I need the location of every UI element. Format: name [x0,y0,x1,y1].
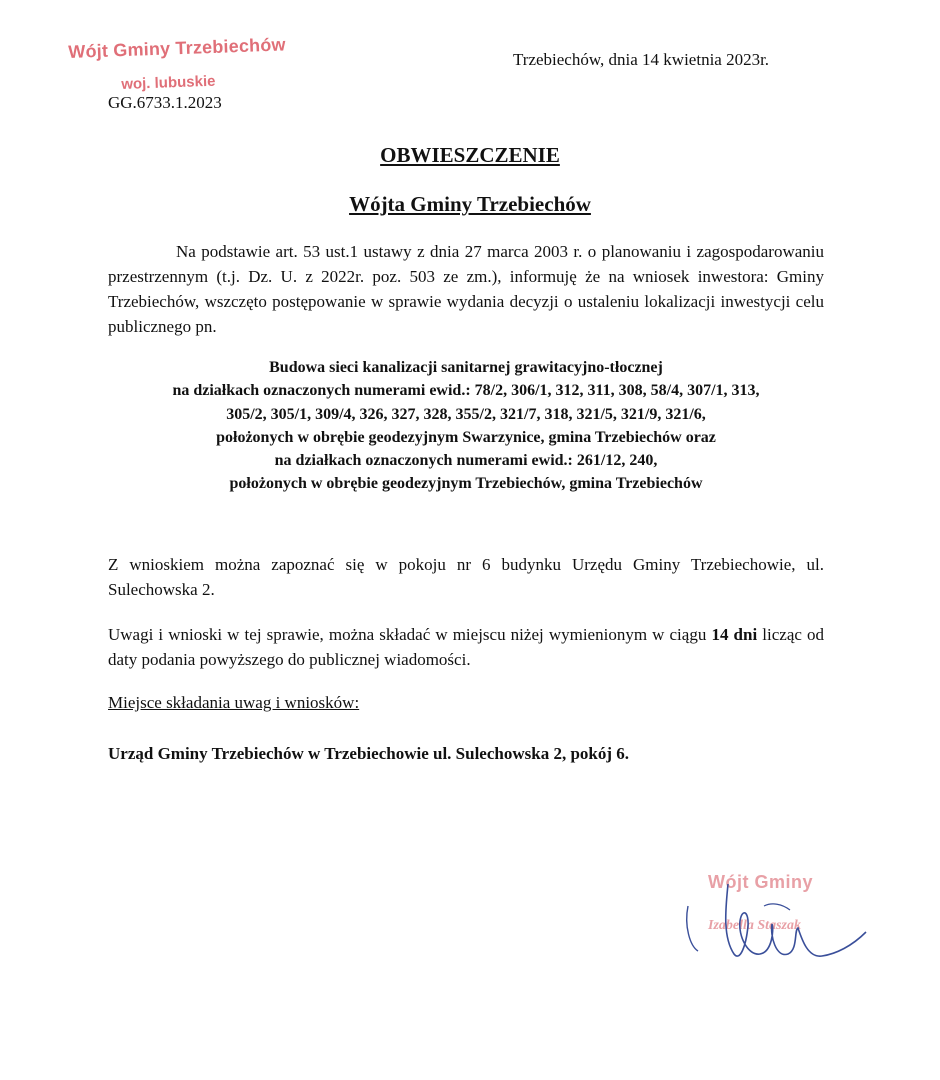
remarks-deadline: 14 dni [711,625,758,644]
remarks-text-part1: Uwagi i wnioski w tej sprawie, można składać w miejscu niżej wymienionym w ciągu [108,625,707,644]
investment-line: 305/2, 305/1, 309/4, 326, 327, 328, 355/2, 321/7, 318, 321/5, 321/9, 321/6, [226,405,706,423]
reference-number: GG.6733.1.2023 [108,93,222,112]
investment-line: na działkach oznaczonych numerami ewid.: 78/2, 306/1, 312, 311, 308, 58/4, 307/1, 313, [172,382,760,400]
intro-paragraph: Na podstawie art. 53 ust.1 ustawy z dnia 27 marca 2003 r. o planowaniu i zagospodarowaniu przestrzennym (t.j. Dz. U. z 2022r. poz. 503 ze zm.), informuję że na wniosek inwestora: Gminy Trzebiechów, wszczęto postępowanie w sprawie wydania decyzji o ustaleniu lokalizacji inwestycji celu publicznego pn. [108,242,824,336]
handwritten-signature [676,866,876,976]
investment-line: położonych w obrębie geodezyjnym Trzebiechów, gmina Trzebiechów [229,475,703,493]
office-stamp-line1: Wójt Gminy Trzebiechów [68,34,286,62]
office-stamp-line2: woj. lubuskie [121,72,216,93]
remarks-paragraph [108,622,824,672]
document-subtitle: Wójta Gminy Trzebiechów [349,192,591,216]
document-title: OBWIESZCZENIE [380,143,560,167]
submission-place-value: Urząd Gminy Trzebiechów w Trzebiechowie ul. Sulechowska 2, pokój 6. [108,744,630,763]
submission-place-label: Miejsce składania uwag i wniosków: [108,693,360,712]
investment-line: na działkach oznaczonych numerami ewid.: 261/12, 240, [274,452,658,470]
investment-description [108,356,824,496]
remarks-text-part2: licząc od daty podania powyższego do publicznej wiadomości. [108,625,825,669]
investment-line: Budowa sieci kanalizacji sanitarnej grawitacyjno-tłocznej [269,359,663,376]
place-and-date: Trzebiechów, dnia 14 kwietnia 2023r. [513,50,770,69]
signature-stamp-line1: Wójt Gminy [708,872,813,892]
signature-stamp-line2: Izabella Staszak [708,918,801,933]
info-paragraph: Z wnioskiem można zapoznać się w pokoju nr 6 budynku Urzędu Gminy Trzebiechowie, ul. Sulechowska 2. [108,555,824,599]
signature-scribble-icon [676,866,876,976]
investment-line: położonych w obrębie geodezyjnym Swarzynice, gmina Trzebiechów oraz [216,428,716,446]
